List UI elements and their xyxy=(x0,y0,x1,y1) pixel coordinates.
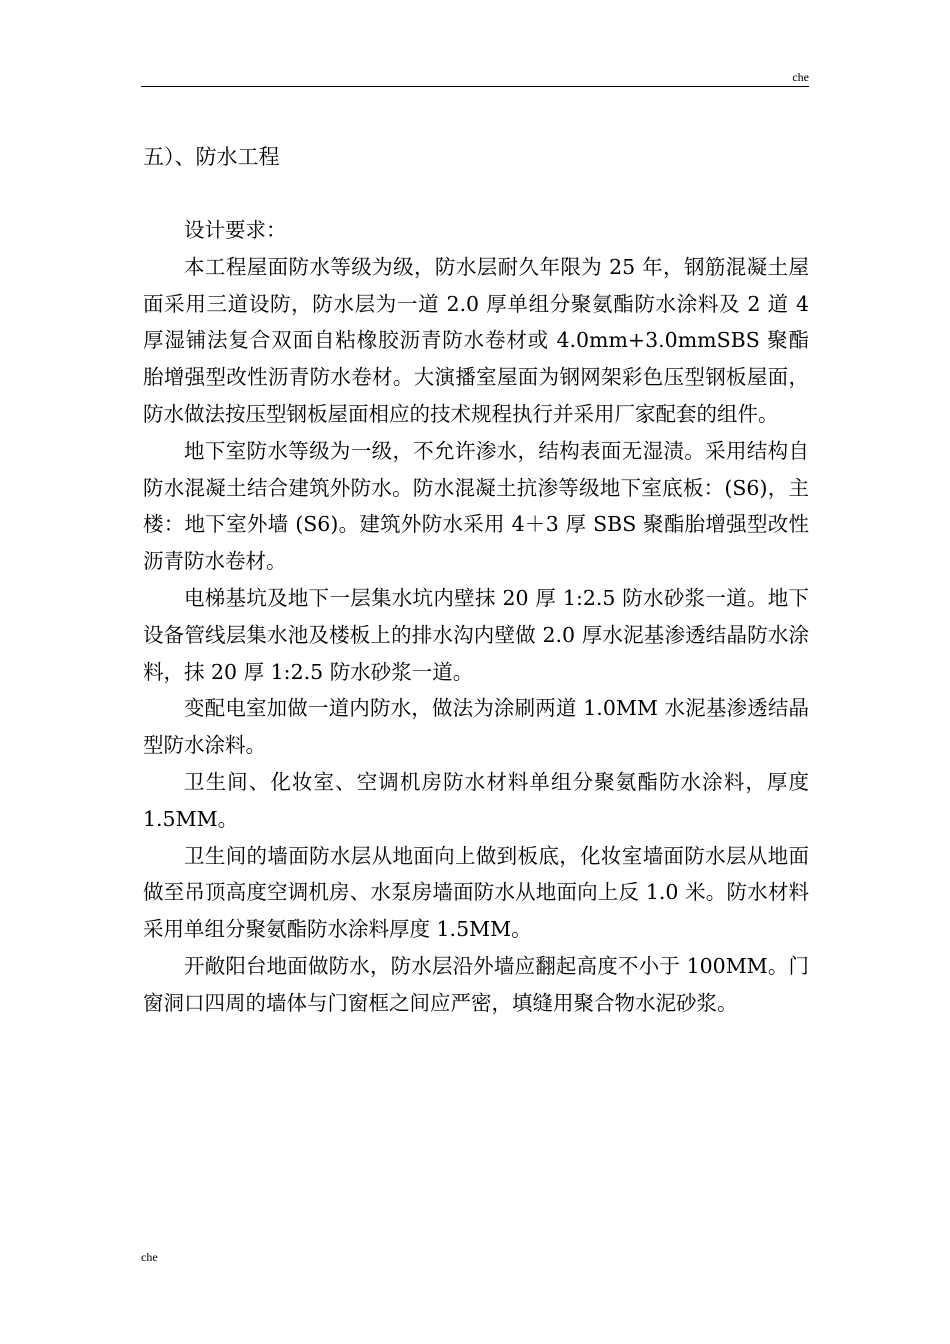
paragraph-roof-waterproofing: 本工程屋面防水等级为级，防水层耐久年限为 25 年，钢筋混凝土屋面采用三道设防，防水层为一道 2.0 厚单组分聚氨酯防水涂料及 2 道 4 厚湿铺法复合双面自粘橡胶沥青防水卷材或 4.0mm+3.0mmSBS 聚酯胎增强型改性沥青防水卷材。大演播室屋面为钢网架彩色压型钢板屋面，防水做法按压型钢板屋面相应的技术规程执行并采用厂家配套的组件。 xyxy=(143,254,809,426)
paragraph-basement-waterproofing: 地下室防水等级为一级，不允许渗水，结构表面无湿渍。采用结构自防水混凝土结合建筑外防水。防水混凝土抗渗等级地下室底板：(S6)，主楼：地下室外墙 (S6)。建筑外防水采用 4＋3 厚 SBS 聚酯胎增强型改性沥青防水卷材。 xyxy=(143,438,809,574)
paragraph-restroom-materials: 卫生间、化妆室、空调机房防水材料单组分聚氨酯防水涂料，厚度 1.5MM。 xyxy=(143,769,809,831)
paragraph-wall-waterproofing: 卫生间的墙面防水层从地面向上做到板底，化妆室墙面防水层从地面做至吊顶高度空调机房、水泵房墙面防水从地面向上反 1.0 米。防水材料采用单组分聚氨酯防水涂料厚度 1.5MM。 xyxy=(143,843,809,942)
document-body xyxy=(143,212,809,1022)
page-header-text: che xyxy=(792,70,809,84)
paragraph-design-requirements: 设计要求： xyxy=(184,218,287,242)
paragraph-elevator-pit: 电梯基坑及地下一层集水坑内壁抹 20 厚 1:2.5 防水砂浆一道。地下设备管线层集水池及楼板上的排水沟内壁做 2.0 厚水泥基渗透结晶防水涂料，抹 20 厚 1:2.5 防水砂浆一道。 xyxy=(143,585,809,684)
section-heading: 五）、防水工程 xyxy=(143,145,280,169)
page-footer-text: che xyxy=(141,1250,158,1264)
header-divider xyxy=(141,86,809,87)
paragraph-balcony-openings: 开敞阳台地面做防水，防水层沿外墙应翻起高度不小于 100MM。门窗洞口四周的墙体与门窗框之间应严密，填缝用聚合物水泥砂浆。 xyxy=(143,953,809,1015)
paragraph-substation: 变配电室加做一道内防水，做法为涂刷两道 1.0MM 水泥基渗透结晶型防水涂料。 xyxy=(143,696,809,758)
